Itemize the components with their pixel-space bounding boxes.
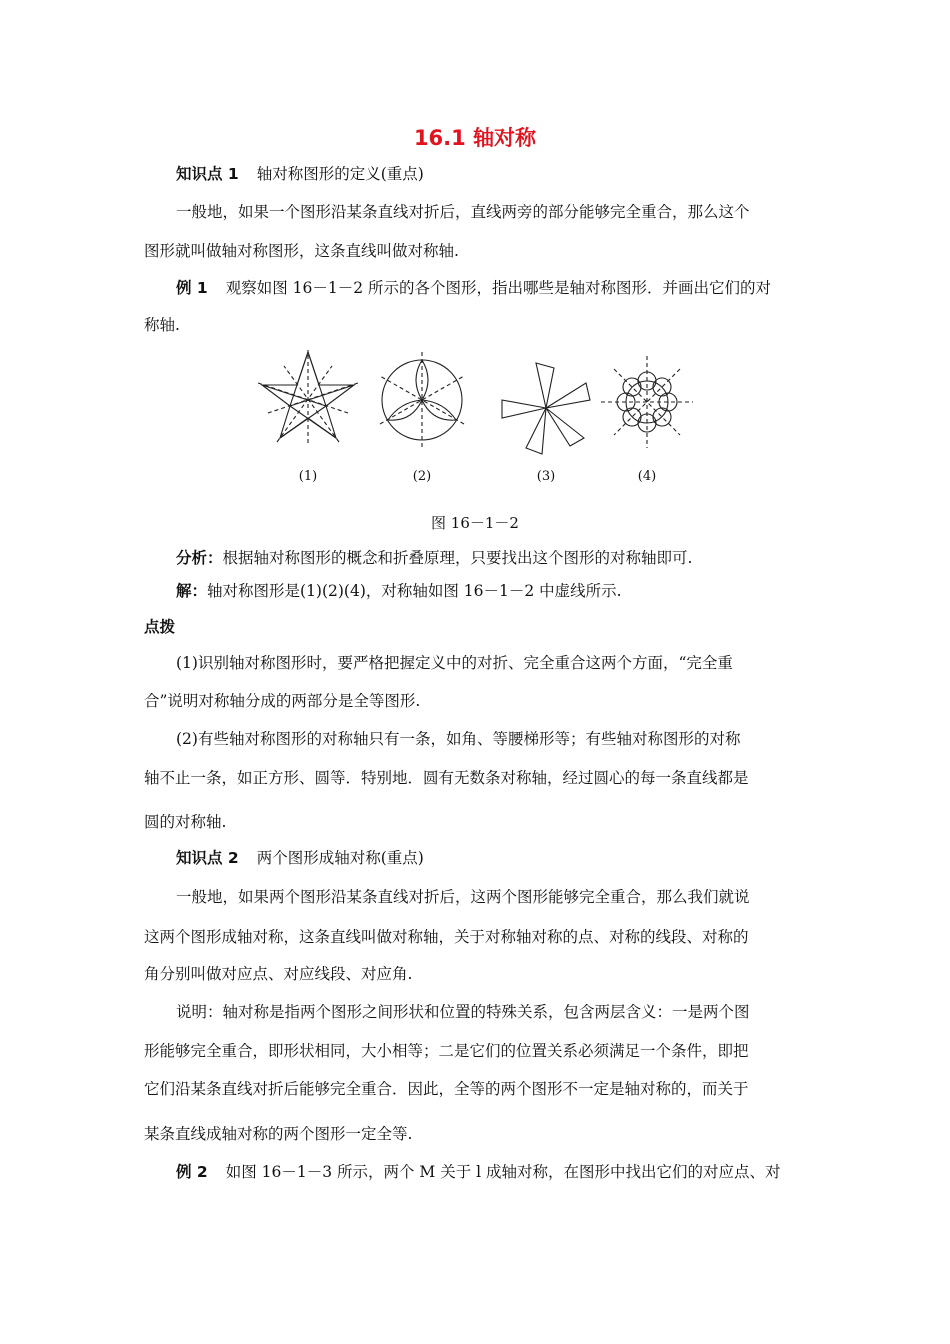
example-1-line-1 — [176, 277, 816, 299]
example-1-label: 例 1 — [176, 279, 208, 297]
note-line-3: 它们沿某条直线对折后能够完全重合．因此，全等的两个图形不一定是轴对称的，而关于 — [144, 1080, 749, 1098]
definition-1-line-2: 图形就叫做轴对称图形，这条直线叫做对称轴. — [144, 242, 459, 260]
figure-3-pinwheel — [502, 363, 590, 454]
definition-2-line-2: 这两个图形成轴对称，这条直线叫做对称轴，关于对称轴对称的点、对称的线段、对称的 — [144, 928, 749, 946]
tips-line-1: (1)识别轴对称图形时，要严格把握定义中的对折、完全重合这两个方面，“完全重 — [176, 654, 733, 672]
definition-2-line-1: 一般地，如果两个图形沿某条直线对折后，这两个图形能够完全重合，那么我们就说 — [176, 888, 750, 906]
note-line-4: 某条直线成轴对称的两个图形一定全等. — [144, 1125, 413, 1143]
note-line-1: 说明：轴对称是指两个图形之间形状和位置的特殊关系，包含两层含义：一是两个图 — [176, 1003, 750, 1021]
tips-line-2: 合”说明对称轴分成的两部分是全等图形. — [144, 692, 421, 710]
definition-1-line-1: 一般地，如果一个图形沿某条直线对折后，直线两旁的部分能够完全重合，那么这个 — [176, 203, 750, 221]
figure-2-label: (2) — [412, 469, 432, 484]
tips-line-4: 轴不止一条，如正方形、圆等．特别地．圆有无数条对称轴，经过圆心的每一条直线都是 — [144, 769, 749, 787]
figure-3-label: (3) — [536, 469, 556, 484]
knowledge-point-2-text: 两个图形成轴对称(重点) — [256, 849, 424, 867]
example-1-text: 观察如图 16－1－2 所示的各个图形，指出哪些是轴对称图形．并画出它们的对 — [225, 279, 771, 297]
knowledge-point-1-label: 知识点 1 — [176, 165, 239, 183]
tips-heading: 点拨 — [144, 618, 176, 636]
example-2-label: 例 2 — [176, 1163, 208, 1181]
definition-2-line-3: 角分别叫做对应点、对应线段、对应角. — [144, 965, 413, 983]
note-line-2: 形能够完全重合，即形状相同，大小相等；二是它们的位置关系必须满足一个条件，即把 — [144, 1042, 749, 1060]
figure-2-circle — [380, 352, 464, 448]
analysis-label: 分析： — [176, 549, 223, 567]
solution-label: 解： — [176, 582, 208, 600]
solution-text: 轴对称图形是(1)(2)(4)，对称轴如图 16－1－2 中虚线所示. — [207, 582, 622, 600]
figure-4-flower — [601, 356, 693, 448]
example-2-text: 如图 16－1－3 所示，两个 M 关于 l 成轴对称，在图形中找出它们的对应点、对 — [225, 1163, 781, 1181]
tips-line-3: (2)有些轴对称图形的对称轴只有一条，如角、等腰梯形等；有些轴对称图形的对称 — [176, 730, 741, 748]
figure-4-label: (4) — [637, 469, 657, 484]
figure-16-1-2 — [250, 350, 700, 490]
example-1-line-2: 称轴. — [144, 316, 180, 334]
figure-1-label: (1) — [298, 469, 318, 484]
analysis-text: 根据轴对称图形的概念和折叠原理，只要找出这个图形的对称轴即可. — [222, 549, 693, 567]
solution — [176, 580, 816, 602]
figure-1-star — [258, 350, 358, 444]
example-2 — [176, 1161, 816, 1183]
page-title: 16.1 轴对称 — [413, 126, 537, 150]
analysis — [176, 547, 816, 569]
tips-line-5: 圆的对称轴. — [144, 813, 227, 831]
knowledge-point-2-label: 知识点 2 — [176, 849, 239, 867]
knowledge-point-2 — [176, 847, 816, 869]
figure-caption: 图 16－1－2 — [431, 514, 519, 532]
knowledge-point-1 — [176, 163, 816, 185]
knowledge-point-1-text: 轴对称图形的定义(重点) — [256, 165, 424, 183]
